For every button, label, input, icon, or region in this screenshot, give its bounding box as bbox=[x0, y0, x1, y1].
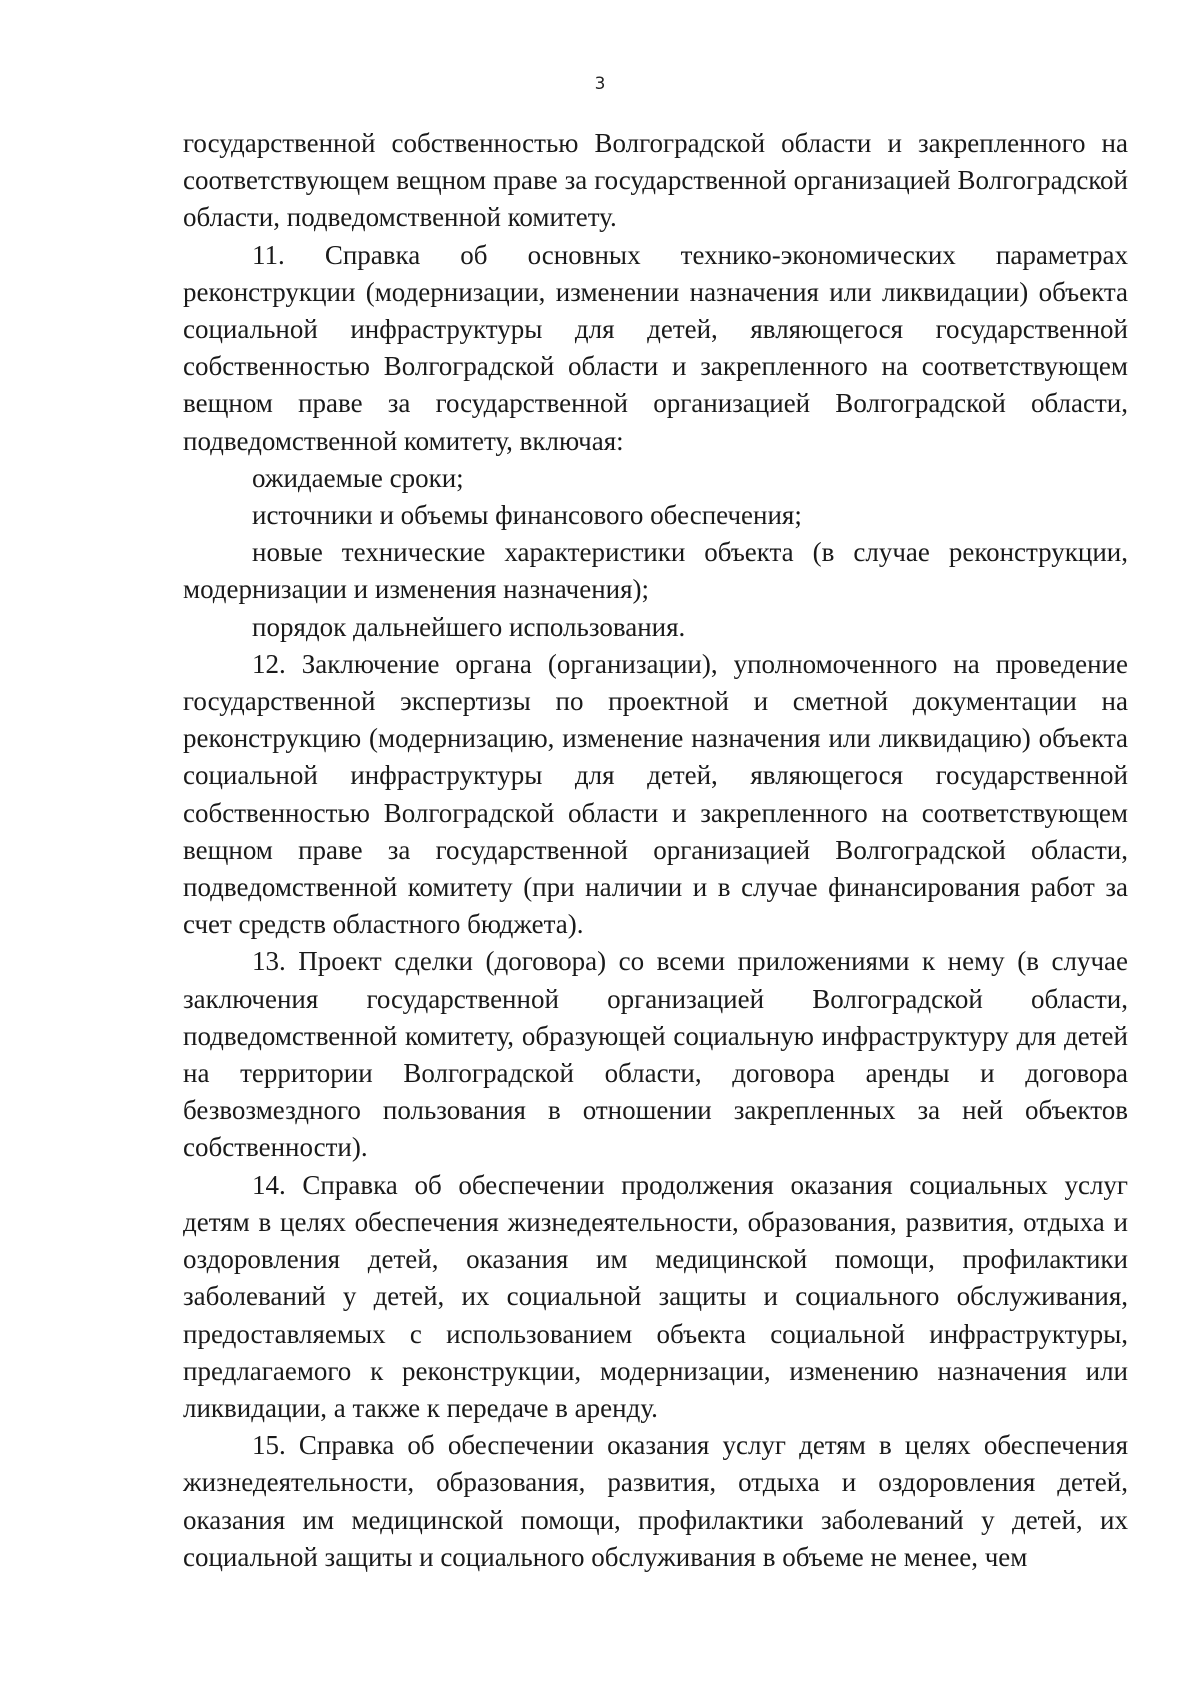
paragraph-item-13: 13. Проект сделки (договора) со всеми приложениями к нему (в случае заключения государственной организацией Волгоградской области, подведомственной комитету, образующей социальную инфраструктуру для детей на территории Волгоградской области, договора аренды и договора безвозмездного пользования в отношении закрепленных за ней объектов собственности). bbox=[183, 946, 1128, 1163]
document-body bbox=[183, 125, 1128, 1576]
paragraph-item-12: 12. Заключение органа (организации), уполномоченного на проведение государственной экспертизы по проектной и сметной документации на реконструкцию (модернизацию, изменение назначения или ликвидацию) объекта социальной инфраструктуры для детей, являющегося государственной собственностью Волгоградской области и закрепленного на соответствующем вещном праве за государственной организацией Волгоградской области, подведомственной комитету (при наличии и в случае финансирования работ за счет средств областного бюджета). bbox=[183, 648, 1128, 940]
list-item-expected-dates: ожидаемые сроки; bbox=[252, 462, 464, 493]
paragraph-item-14: 14. Справка об обеспечении продолжения оказания социальных услуг детям в целях обеспечения жизнедеятельности, образования, развития, отдыха и оздоровления детей, оказания им медицинской помощи, профилактики заболеваний у детей, их социальной защиты и социального обслуживания, предоставляемых с использованием объекта социальной инфраструктуры, предлагаемого к реконструкции, модернизации, изменению назначения или ликвидации, а также к передаче в аренду. bbox=[183, 1169, 1128, 1423]
paragraph-item-11: 11. Справка об основных технико-экономических параметрах реконструкции (модернизации, изменении назначения или ликвидации) объекта социальной инфраструктуры для детей, являющегося государственной собственностью Волгоградской области и закрепленного на соответствующем вещном праве за государственной организацией Волгоградской области, подведомственной комитету, включая: bbox=[183, 239, 1128, 456]
paragraph-item-15: 15. Справка об обеспечении оказания услуг детям в целях обеспечения жизнедеятельности, образования, развития, отдыха и оздоровления детей, оказания им медицинской помощи, профилактики заболеваний у детей, их социальной защиты и социального обслуживания в объеме не менее, чем bbox=[183, 1430, 1128, 1572]
list-item-further-use: порядок дальнейшего использования. bbox=[252, 611, 686, 642]
list-item-technical-characteristics: новые технические характеристики объекта (в случае реконструкции, модернизации и изменения назначения); bbox=[183, 537, 1128, 605]
page-number: 3 bbox=[594, 74, 606, 94]
paragraph-continuation: государственной собственностью Волгоградской области и закрепленного на соответствующем вещном праве за государственной организацией Волгоградской области, подведомственной комитету. bbox=[183, 128, 1128, 233]
list-item-funding-sources: источники и объемы финансового обеспечения; bbox=[252, 500, 802, 531]
